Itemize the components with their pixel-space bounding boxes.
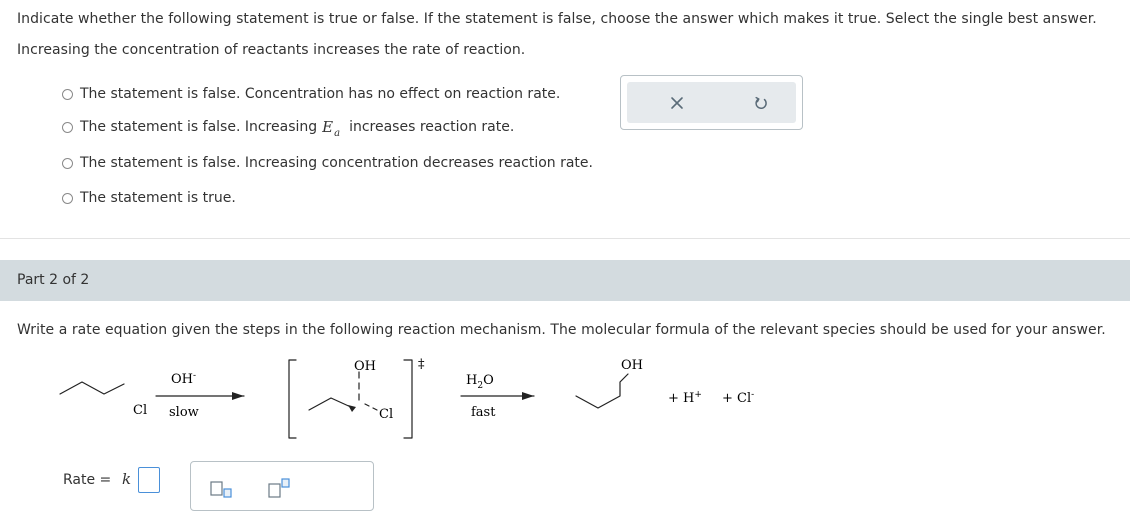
arrow-head [522, 392, 534, 400]
reactant-cl-label: Cl [133, 403, 148, 418]
undo-button[interactable] [748, 90, 774, 116]
option-label: The statement is false. Concentration has no effect on reaction rate. [80, 86, 561, 102]
byproduct-h: + H+ [668, 390, 702, 406]
reactant-skeleton [60, 382, 124, 394]
answer-tools-background [627, 82, 796, 123]
radio-button[interactable] [62, 193, 73, 204]
option-label-tail: increases reaction rate. [349, 119, 515, 135]
radio-button[interactable] [62, 122, 73, 133]
ts-oh-label: OH [354, 359, 376, 374]
radio-button[interactable] [62, 158, 73, 169]
byproduct-cl: + Cl- [722, 390, 755, 406]
ts-cl-label: Cl [379, 407, 394, 422]
right-bracket [404, 360, 412, 438]
arrow-head [232, 392, 244, 400]
left-bracket [289, 360, 296, 438]
product-oh-label: OH [621, 358, 643, 373]
step2-reagent: $H_2O$ [466, 373, 494, 391]
step1-label: slow [169, 405, 199, 420]
subscript-icon [209, 478, 235, 500]
superscript-button[interactable] [267, 476, 293, 500]
product-skeleton [576, 374, 628, 408]
rate-answer-input[interactable] [138, 467, 160, 493]
option-label: The statement is false. Increasing [80, 119, 318, 135]
ts-wedge [348, 405, 356, 412]
reaction-mechanism [0, 340, 1130, 450]
question-instructions: Indicate whether the following statement is true or false. If the statement is false, choose the answer which makes it true. Select the single best answer. [17, 11, 1097, 27]
ts-chain [309, 398, 353, 410]
activation-energy-subscript: a [334, 127, 341, 139]
transition-state-mark: ‡ [418, 357, 425, 372]
option-3[interactable] [62, 153, 593, 173]
option-label: The statement is true. [80, 190, 236, 206]
ts-partial-bond-cl [365, 404, 377, 410]
answer-tools-panel [620, 75, 803, 130]
superscript-icon [267, 476, 293, 500]
rate-label: Rate = [63, 472, 112, 488]
activation-energy-symbol: E [322, 118, 334, 136]
section-divider [0, 238, 1130, 239]
step2-label: fast [471, 405, 496, 420]
question-prompt: Write a rate equation given the steps in the following reaction mechanism. The molecular formula of the relevant species should be used for your answer. [17, 322, 1106, 338]
option-4[interactable] [62, 188, 236, 208]
question-statement: Increasing the concentration of reactants increases the rate of reaction. [17, 42, 526, 58]
part-header-bar [0, 260, 1130, 301]
option-label: The statement is false. Increasing concentration decreases reaction rate. [80, 155, 593, 171]
subscript-button[interactable] [209, 478, 235, 500]
clear-button[interactable] [664, 90, 690, 116]
math-palette [190, 461, 374, 511]
part-header: Part 2 of 2 [17, 272, 90, 288]
rate-constant: k [122, 470, 132, 488]
step1-reagent: OH- [171, 371, 197, 387]
option-1[interactable] [62, 84, 560, 104]
undo-icon [753, 95, 769, 111]
x-icon [670, 96, 684, 110]
option-2[interactable] [62, 117, 514, 137]
radio-button[interactable] [62, 89, 73, 100]
